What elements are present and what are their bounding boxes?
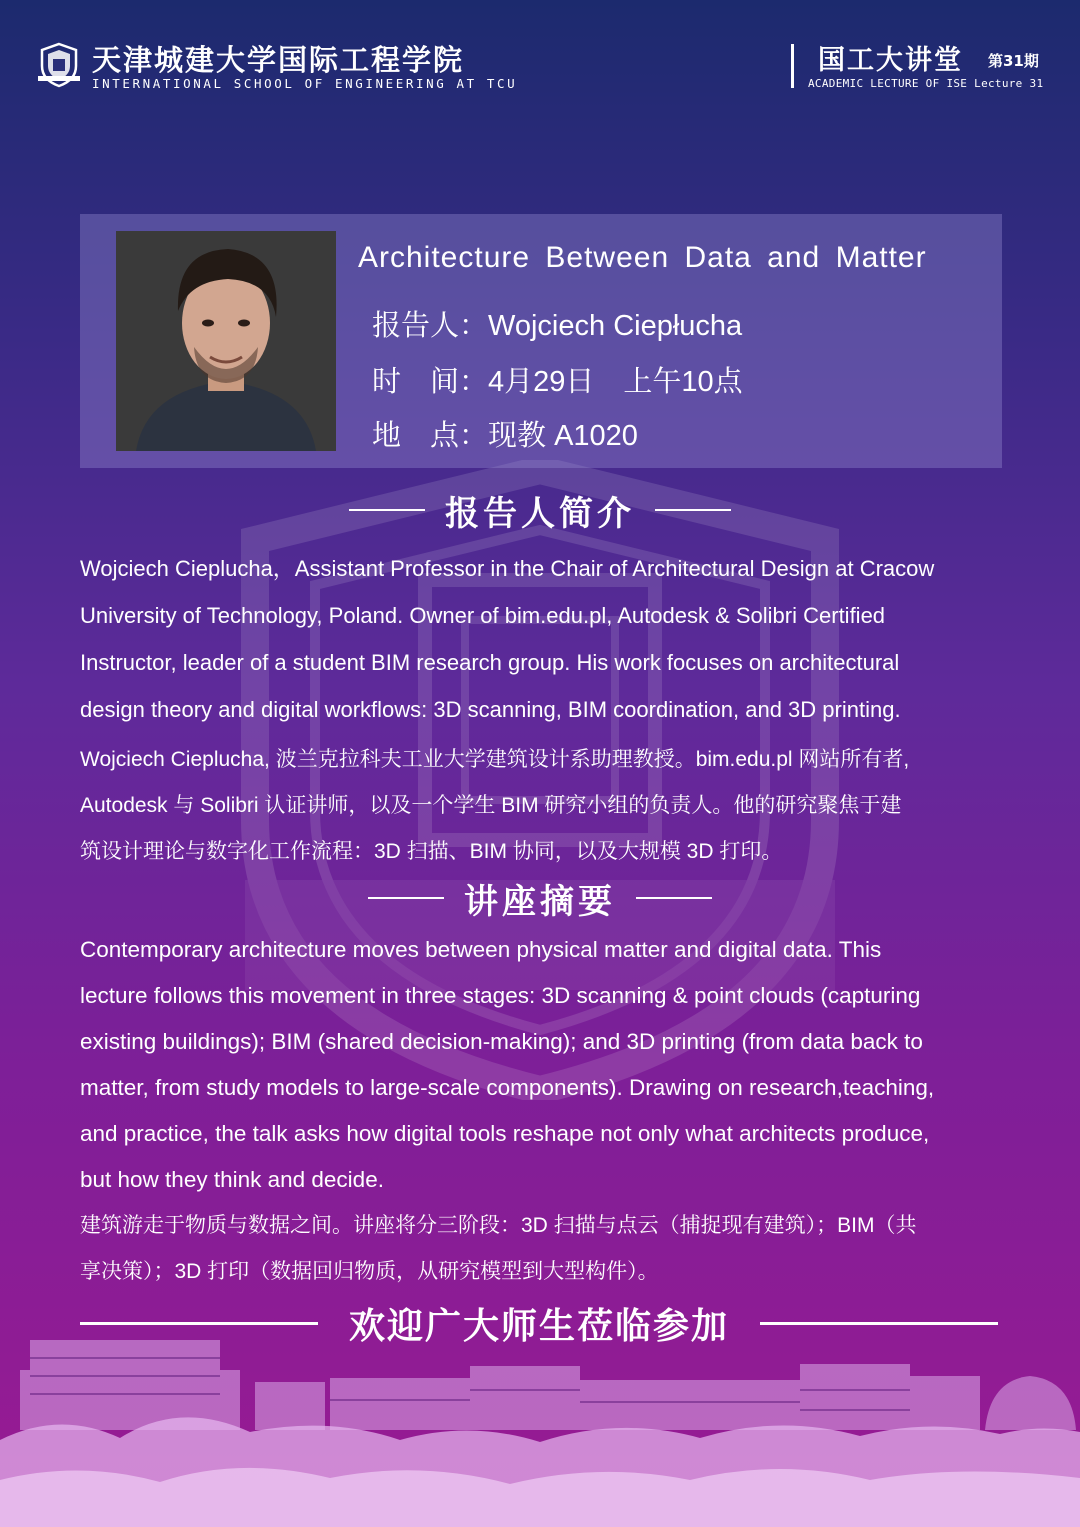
speaker-label: 报告人： [372,310,489,342]
bio-en-line: Instructor, leader of a student BIM research group. His work focuses on architectural [80,650,900,675]
place-value: 现教 A1020 [488,420,638,452]
speaker-name: Wojciech Ciepłucha [488,310,743,342]
welcome-line-right [760,1322,998,1325]
abstract-en-line: existing buildings); BIM (shared decision-making); and 3D printing (from data back to [80,1029,923,1054]
bio-cn-line: Autodesk 与 Solibri 认证讲师，以及一个学生 BIM 研究小组的负责人。他的研究聚焦于建 [80,794,902,817]
abstract-heading-text: 讲座摘要 [464,881,616,922]
welcome-text: 欢迎广大师生莅临参加 [348,1305,729,1347]
abstract-en-line: matter, from study models to large-scale components). Drawing on research,teaching, [80,1075,935,1100]
abstract-chinese [80,1203,1004,1295]
time-row [372,359,743,400]
lecture-series-title: 国工大讲堂 [818,45,963,76]
abstract-en-line: lecture follows this movement in three stages: 3D scanning & point clouds (capturing [80,983,921,1008]
bio-heading [340,490,740,534]
bio-english [80,545,1004,733]
heading-line-right [636,897,712,899]
bio-en-line: design theory and digital workflows: 3D scanning, BIM coordination, and 3D printing. [80,697,901,722]
place-label: 地 点： [372,420,489,452]
place-row [372,413,638,454]
bio-en-line: Wojciech Cieplucha，Assistant Professor in the Chair of Architectural Design at Cracow [80,556,935,581]
speaker-portrait [116,231,336,451]
university-crest-icon [38,42,80,88]
welcome-line-left [80,1322,318,1325]
lecture-series-number: 第31期 [988,52,1039,70]
abstract-cn-line: 享决策）；3D 打印（数据回归物质，从研究模型到大型构件）。 [80,1260,659,1283]
abstract-en-line: and practice, the talk asks how digital tools reshape not only what architects produce, [80,1121,930,1146]
bio-heading-text: 报告人简介 [445,493,635,534]
time-label: 时 间： [372,366,489,398]
heading-line-right [655,509,731,511]
bio-en-line: University of Technology, Poland. Owner of bim.edu.pl, Autodesk & Solibri Certified [80,603,886,628]
abstract-heading [360,878,720,922]
bio-cn-line: 筑设计理论与数字化工作流程：3D 扫描、BIM 协同，以及大规模 3D 打印。 [80,840,783,863]
heading-line-left [349,509,425,511]
welcome-banner [80,1300,998,1346]
school-name-cn: 天津城建大学国际工程学院 [92,43,465,77]
bio-cn-line: Wojciech Cieplucha, 波兰克拉科夫工业大学建筑设计系助理教授。bim.edu.pl 网站所有者, [80,748,910,771]
abstract-english [80,927,1004,1203]
time-value: 4月29日 上午10点 [488,366,743,398]
heading-line-left [368,897,444,899]
header-divider [791,44,794,88]
lecture-title: Architecture Between Data and Matter [358,241,927,274]
abstract-cn-line: 建筑游走于物质与数据之间。讲座将分三阶段：3D 扫描与点云（捕捉现有建筑）；BIM（共 [80,1214,917,1237]
lecture-series-en: ACADEMIC LECTURE OF ISE Lecture 31 [808,77,1044,90]
school-name-en: INTERNATIONAL SCHOOL OF ENGINEERING AT TCU [92,76,518,91]
campus-skyline-illustration [0,1320,1080,1527]
bio-chinese [80,737,1004,875]
abstract-en-line: Contemporary architecture moves between physical matter and digital data. This [80,937,882,962]
abstract-en-line: but how they think and decide. [80,1167,384,1192]
speaker-row [372,303,742,344]
